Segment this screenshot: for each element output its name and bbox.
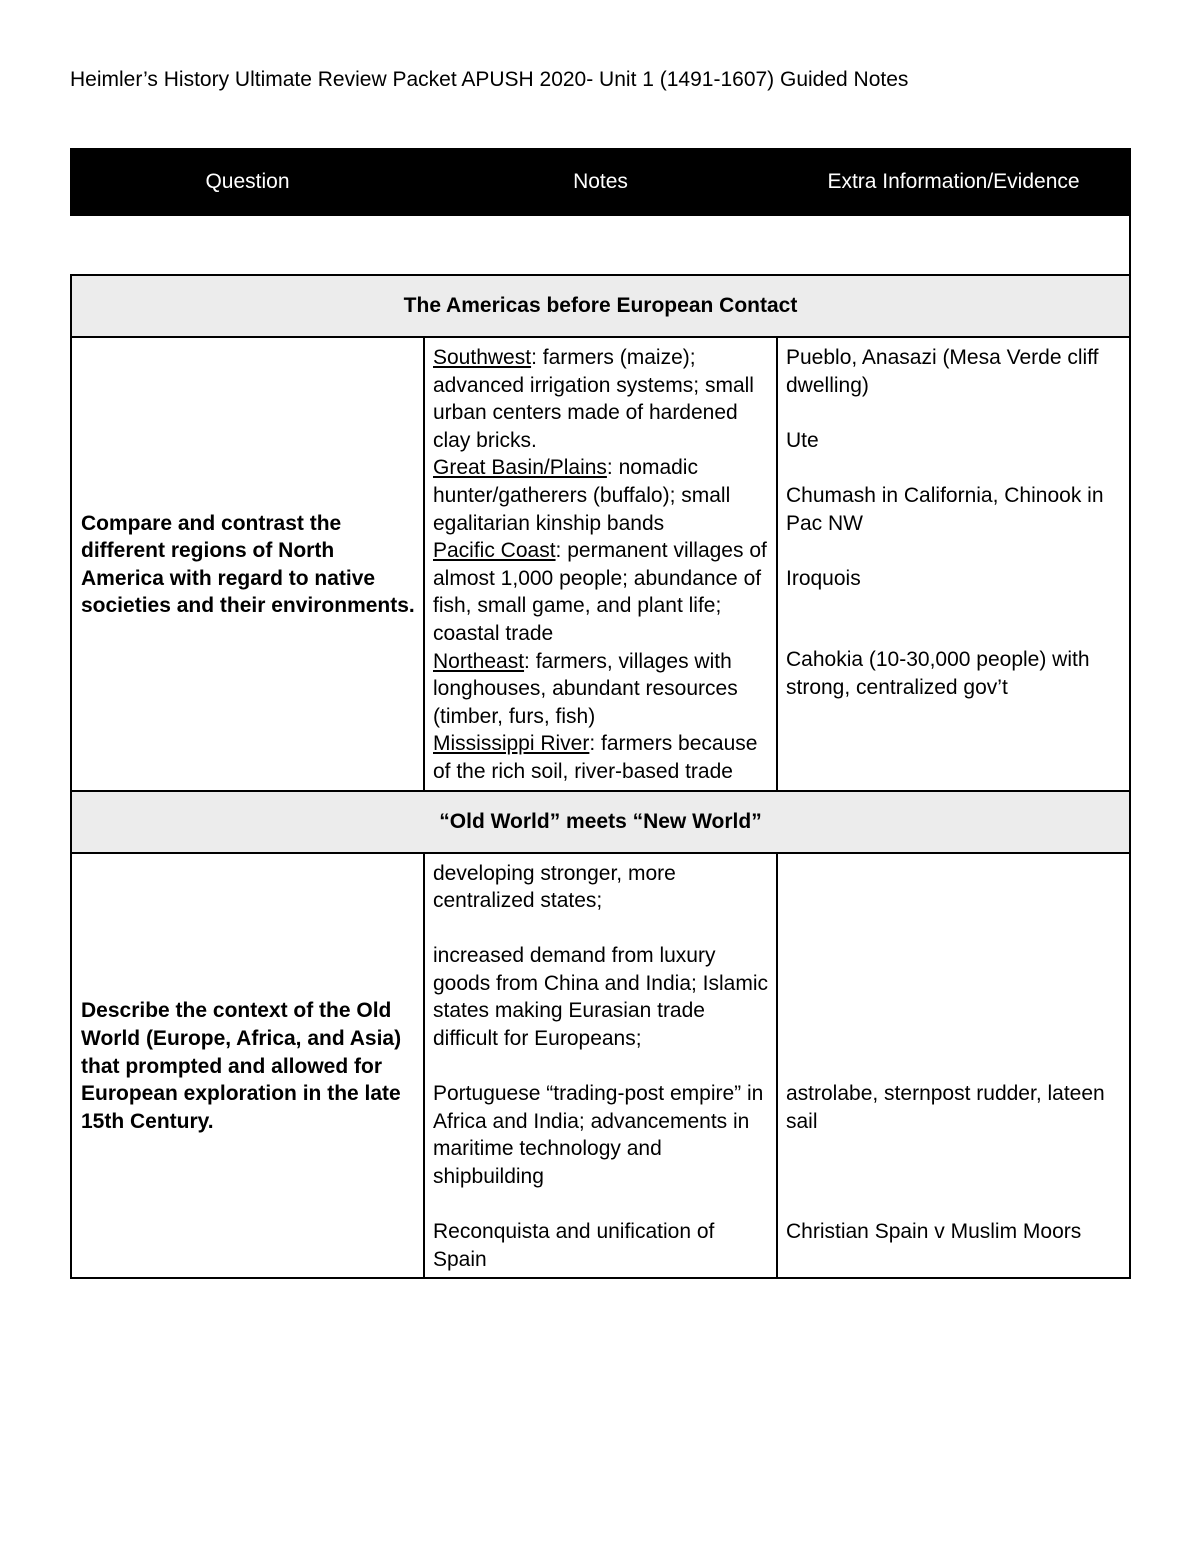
spacer (786, 997, 1121, 1025)
section-title-old-world: “Old World” meets “New World” (71, 791, 1130, 853)
section-title-row (71, 791, 1130, 853)
note-entry: Portuguese “trading-post empire” in Africa and India; advancements in maritime technology and shipbuilding (433, 1082, 764, 1189)
extra-info-entry: Iroquois (786, 566, 861, 590)
notes-cell (424, 337, 777, 791)
extra-info-entry: Chumash in California, Chinook in Pac NW (786, 483, 1104, 535)
notes-cell (424, 853, 777, 1279)
note-text: : farmers because of the rich soil, river-based trade (433, 732, 758, 783)
question-cell: Describe the context of the Old World (Europe, Africa, and Asia) that prompted and allowed for European exploration in the late 15th Century. (71, 853, 424, 1279)
spacer (786, 454, 1121, 482)
spacer (433, 915, 768, 943)
note-text: : nomadic hunter/gatherers (buffalo); small egalitarian kinship bands (433, 456, 731, 535)
spacer (786, 537, 1121, 565)
spacer (786, 1163, 1121, 1191)
extra-info-cell (777, 853, 1130, 1279)
note-entry-northeast (433, 648, 768, 731)
note-text: : farmers (maize); advanced irrigation systems; small urban centers made of hardened clay bricks. (433, 346, 754, 452)
note-entry-mississippi (433, 730, 768, 785)
section-title-row (71, 275, 1130, 337)
region-label: Northeast (433, 649, 525, 673)
blank-cell (71, 215, 1130, 275)
extra-info-entry: Ute (786, 428, 819, 452)
note-entry-southwest (433, 344, 768, 454)
spacer (786, 860, 1121, 888)
spacer (786, 1053, 1121, 1081)
region-label: Southwest (433, 346, 532, 369)
spacer (433, 1053, 768, 1081)
spacer (786, 887, 1121, 915)
blank-row (71, 215, 1130, 275)
note-entry: developing stronger, more centralized states; (433, 861, 676, 913)
note-text: : permanent villages of almost 1,000 people; abundance of fish, small game, and plant life; coastal trade (433, 539, 767, 645)
section-title-americas: The Americas before European Contact (71, 275, 1130, 337)
extra-info-entry: Cahokia (10-30,000 people) with strong, centralized gov’t (786, 647, 1090, 699)
extra-info-cell (777, 337, 1130, 791)
spacer (433, 1191, 768, 1219)
spacer (786, 399, 1121, 427)
spacer (786, 970, 1121, 998)
note-entry-great-basin (433, 454, 768, 537)
region-label: Great Basin/Plains (433, 456, 607, 480)
spacer (786, 1025, 1121, 1053)
note-text: : farmers, villages with longhouses, abundant resources (timber, furs, fish) (433, 649, 738, 728)
extra-info-entry: Christian Spain v Muslim Moors (786, 1220, 1082, 1244)
spacer (786, 1135, 1121, 1163)
note-entry: increased demand from luxury goods from China and India; Islamic states making Eurasian trade difficult for Europeans; (433, 944, 769, 1051)
spacer (786, 1191, 1121, 1219)
extra-info-entry: Pueblo, Anasazi (Mesa Verde cliff dwelling) (786, 346, 1099, 397)
spacer (786, 942, 1121, 970)
question-cell: Compare and contrast the different regions of North America with regard to native societies and their environments. (71, 337, 424, 791)
column-header-question: Question (71, 149, 424, 215)
region-label: Pacific Coast (433, 539, 556, 563)
document-header: Heimler’s History Ultimate Review Packet APUSH 2020- Unit 1 (1491-1607) Guided Notes (70, 68, 909, 91)
spacer (786, 592, 1121, 620)
note-entry-pacific-coast (433, 537, 768, 647)
spacer (786, 915, 1121, 943)
table-row (71, 337, 1130, 791)
spacer (786, 620, 1121, 646)
region-label: Mississippi River (433, 732, 590, 756)
note-entry: Reconquista and unification of Spain (433, 1220, 715, 1271)
column-header-notes: Notes (424, 149, 777, 215)
column-header-extra-information: Extra Information/Evidence (777, 149, 1130, 215)
table-row (71, 853, 1130, 1279)
guided-notes-table (70, 148, 1131, 1279)
table-header-row (71, 149, 1130, 215)
extra-info-entry: astrolabe, sternpost rudder, lateen sail (786, 1082, 1105, 1133)
